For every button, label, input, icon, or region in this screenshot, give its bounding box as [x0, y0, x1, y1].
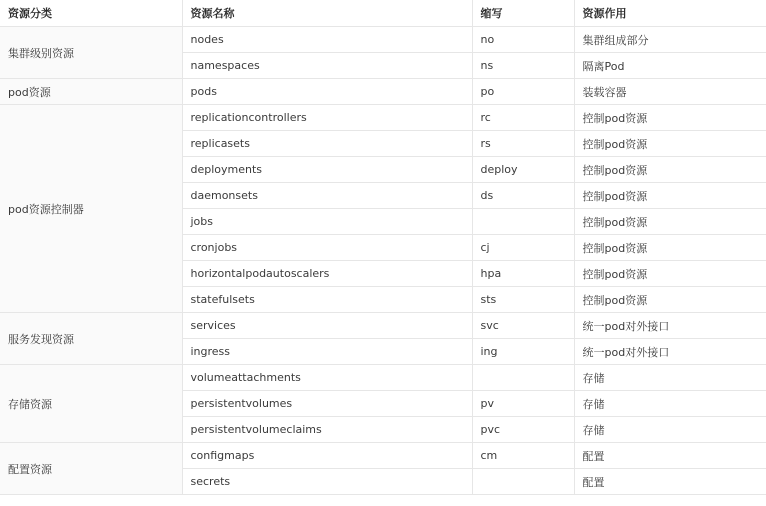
abbreviation-cell: no [472, 27, 574, 53]
table-row [0, 79, 766, 105]
purpose-cell: 隔离Pod [574, 53, 766, 79]
resource-name-cell: volumeattachments [182, 365, 472, 391]
abbreviation-cell: pv [472, 391, 574, 417]
purpose-cell: 存储 [574, 365, 766, 391]
abbreviation-cell: hpa [472, 261, 574, 287]
abbreviation-cell: ing [472, 339, 574, 365]
purpose-cell: 装载容器 [574, 79, 766, 105]
category-cell: 服务发现资源 [0, 313, 182, 365]
resource-name-cell: statefulsets [182, 287, 472, 313]
category-cell: 存储资源 [0, 365, 182, 443]
resource-name-cell: ingress [182, 339, 472, 365]
resource-name-cell: services [182, 313, 472, 339]
resource-name-cell: replicasets [182, 131, 472, 157]
abbreviation-cell: pvc [472, 417, 574, 443]
purpose-cell: 存储 [574, 391, 766, 417]
purpose-cell: 配置 [574, 443, 766, 469]
abbreviation-cell: rs [472, 131, 574, 157]
abbreviation-cell: po [472, 79, 574, 105]
table-row [0, 313, 766, 339]
resource-name-cell: deployments [182, 157, 472, 183]
resource-name-cell: namespaces [182, 53, 472, 79]
abbreviation-cell [472, 469, 574, 495]
purpose-cell: 控制pod资源 [574, 105, 766, 131]
header-name: 资源名称 [182, 0, 472, 27]
purpose-cell: 配置 [574, 469, 766, 495]
resource-name-cell: configmaps [182, 443, 472, 469]
purpose-cell: 控制pod资源 [574, 183, 766, 209]
header-category: 资源分类 [0, 0, 182, 27]
header-abbr: 缩写 [472, 0, 574, 27]
header-row [0, 0, 766, 27]
resource-name-cell: cronjobs [182, 235, 472, 261]
abbreviation-cell [472, 365, 574, 391]
resource-name-cell: persistentvolumes [182, 391, 472, 417]
purpose-cell: 集群组成部分 [574, 27, 766, 53]
purpose-cell: 控制pod资源 [574, 209, 766, 235]
abbreviation-cell: sts [472, 287, 574, 313]
resource-name-cell: replicationcontrollers [182, 105, 472, 131]
purpose-cell: 控制pod资源 [574, 235, 766, 261]
category-cell: 配置资源 [0, 443, 182, 495]
resource-name-cell: secrets [182, 469, 472, 495]
table-body [0, 27, 766, 495]
purpose-cell: 存储 [574, 417, 766, 443]
category-cell: pod资源控制器 [0, 105, 182, 313]
category-cell: pod资源 [0, 79, 182, 105]
table-row [0, 105, 766, 131]
resource-name-cell: horizontalpodautoscalers [182, 261, 472, 287]
purpose-cell: 控制pod资源 [574, 131, 766, 157]
table-row [0, 443, 766, 469]
resource-name-cell: persistentvolumeclaims [182, 417, 472, 443]
purpose-cell: 控制pod资源 [574, 261, 766, 287]
abbreviation-cell: cj [472, 235, 574, 261]
table-row [0, 365, 766, 391]
abbreviation-cell [472, 209, 574, 235]
header-purpose: 资源作用 [574, 0, 766, 27]
category-cell: 集群级别资源 [0, 27, 182, 79]
table-row [0, 27, 766, 53]
abbreviation-cell: svc [472, 313, 574, 339]
purpose-cell: 统一pod对外接口 [574, 313, 766, 339]
abbreviation-cell: rc [472, 105, 574, 131]
purpose-cell: 控制pod资源 [574, 157, 766, 183]
purpose-cell: 统一pod对外接口 [574, 339, 766, 365]
purpose-cell: 控制pod资源 [574, 287, 766, 313]
table-header [0, 0, 766, 27]
abbreviation-cell: deploy [472, 157, 574, 183]
resource-name-cell: daemonsets [182, 183, 472, 209]
abbreviation-cell: ns [472, 53, 574, 79]
abbreviation-cell: ds [472, 183, 574, 209]
abbreviation-cell: cm [472, 443, 574, 469]
resource-name-cell: nodes [182, 27, 472, 53]
resource-name-cell: jobs [182, 209, 472, 235]
resource-name-cell: pods [182, 79, 472, 105]
